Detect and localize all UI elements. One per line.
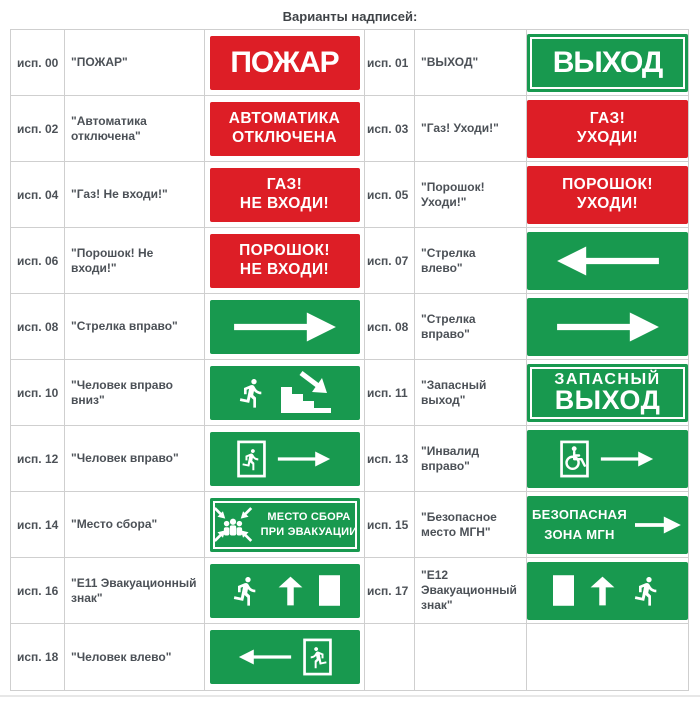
variant-label: "Инвалид вправо" — [421, 443, 480, 473]
variant-label: "ВЫХОД" — [421, 55, 479, 69]
variant-label: "Автоматика отключена" — [71, 113, 147, 143]
sign-cell — [205, 360, 365, 426]
variant-code: исп. 17 — [367, 583, 409, 598]
variant-label-cell — [415, 96, 527, 162]
sign-text: ОТКЛЮЧЕНА — [232, 128, 337, 146]
variant-label-cell — [415, 30, 527, 96]
sign-text: ПОЖАР — [230, 45, 339, 79]
variant-label-cell — [415, 492, 527, 558]
variant-code-cell — [11, 426, 65, 492]
variant-label: "Безопасное место МГН" — [421, 509, 497, 539]
variant-code-cell — [365, 492, 415, 558]
sign-man-right-down — [210, 366, 360, 420]
variant-code: исп. 07 — [367, 253, 409, 268]
sign-text: ЗАПАСНЫЙ — [554, 370, 661, 388]
sign-vyhod — [527, 34, 688, 92]
sign-text: ГАЗ! — [589, 110, 626, 128]
variant-code: исп. 06 — [17, 253, 59, 268]
sign-text: ВЫХОД — [554, 384, 661, 415]
variant-label-cell — [415, 228, 527, 294]
variant-label-cell — [415, 426, 527, 492]
variant-code: исп. 04 — [17, 187, 59, 202]
variant-code-cell — [11, 162, 65, 228]
sign-text: МЕСТО СБОРА — [267, 510, 351, 523]
sign-text: ПРИ ЭВАКУАЦИИ — [260, 525, 358, 538]
variant-code-cell — [365, 624, 415, 690]
variant-label: "Газ! Уходи!" — [421, 121, 499, 135]
sign-man-right — [210, 432, 360, 486]
variant-label: "Человек вправо" — [71, 451, 179, 465]
sign-bezopasnaya-zona-mgn — [527, 496, 688, 554]
sign-cell — [205, 30, 365, 96]
variant-label: "ПОЖАР" — [71, 55, 128, 69]
sign-mesto-sbora — [210, 498, 360, 552]
variant-label: "Стрелка влево" — [421, 245, 476, 275]
sign-cell — [205, 228, 365, 294]
door-running-man-icon — [237, 440, 266, 478]
variant-code-cell — [11, 30, 65, 96]
up-arrow-icon — [275, 575, 306, 607]
sign-zapasny-vyhod — [527, 364, 688, 422]
variant-code-cell — [365, 228, 415, 294]
variant-code: исп. 05 — [367, 187, 409, 202]
left-arrow-icon — [548, 241, 668, 281]
running-man-icon — [236, 377, 268, 409]
variant-label-cell — [65, 426, 205, 492]
sign-cell — [205, 162, 365, 228]
variant-code: исп. 11 — [367, 385, 408, 400]
variant-code-cell — [365, 294, 415, 360]
right-arrow-icon — [548, 307, 668, 347]
variant-code-cell — [11, 360, 65, 426]
variant-label: "Место сбора" — [71, 517, 158, 531]
sign-variants-table — [10, 29, 689, 691]
variant-label-cell — [65, 360, 205, 426]
wheelchair-icon — [560, 440, 589, 478]
sign-text: УХОДИ! — [576, 194, 639, 212]
door-icon — [553, 575, 574, 606]
sign-arrow-right — [210, 300, 360, 354]
sign-cell — [527, 96, 688, 162]
right-arrow-icon — [599, 440, 655, 478]
sign-text: НЕ ВХОДИ! — [239, 194, 330, 212]
variant-code: исп. 03 — [367, 121, 409, 136]
variant-label-cell — [415, 558, 527, 624]
sign-cell — [527, 492, 688, 558]
variant-label-cell — [65, 624, 205, 690]
sign-text: УХОДИ! — [576, 128, 639, 146]
right-arrow-icon — [635, 507, 683, 543]
sign-gaz-uhodi — [527, 100, 688, 158]
variant-label: "Е11 Эвакуационный знак" — [71, 575, 197, 605]
sign-text: ПОРОШОК! — [239, 242, 330, 260]
sign-gaz-ne-vhodi — [210, 168, 360, 222]
variant-label-cell — [65, 558, 205, 624]
variant-label: "Человек вправо вниз" — [71, 377, 173, 407]
variant-label: "Газ! Не входи!" — [71, 187, 168, 201]
sign-e12-evac — [527, 562, 688, 620]
variant-code-cell — [11, 558, 65, 624]
variant-code-cell — [11, 492, 65, 558]
sign-cell — [527, 360, 688, 426]
variant-label: "Человек влево" — [71, 649, 172, 664]
variant-code-cell — [11, 96, 65, 162]
variant-code: исп. 14 — [17, 517, 59, 532]
sign-text: БЕЗОПАСНАЯ — [531, 507, 627, 522]
sign-text: ГАЗ! — [266, 176, 303, 194]
variant-label-cell — [65, 96, 205, 162]
page-bottom-divider — [0, 695, 700, 697]
left-arrow-icon — [237, 638, 293, 676]
right-arrow-icon — [225, 307, 345, 347]
variant-label-cell — [415, 360, 527, 426]
assembly-point-icon — [212, 506, 254, 543]
variant-code-cell — [365, 30, 415, 96]
sign-arrow-right — [527, 298, 688, 356]
variant-code-cell — [365, 162, 415, 228]
variant-code: исп. 08 — [17, 319, 59, 334]
sign-cell — [205, 492, 365, 558]
variant-label: "Порошок! Не входи!" — [71, 245, 154, 275]
variant-code-cell — [11, 624, 65, 690]
sign-cell — [205, 558, 365, 624]
sign-text: ВЫХОД — [552, 45, 663, 79]
variant-code: исп. 00 — [17, 55, 59, 70]
variant-label: "Стрелка вправо" — [71, 319, 178, 333]
sign-cell — [205, 294, 365, 360]
variant-label-cell — [65, 30, 205, 96]
sign-cell — [527, 558, 688, 624]
variant-label-cell — [415, 162, 527, 228]
sign-text: ПОРОШОК! — [562, 176, 653, 194]
variant-code: исп. 16 — [17, 583, 59, 598]
sign-pozhar — [210, 36, 360, 90]
sign-cell — [205, 426, 365, 492]
right-arrow-icon — [276, 440, 332, 478]
sign-cell — [527, 294, 688, 360]
sign-cell — [527, 228, 688, 294]
sign-avtomatika-otklyuchena — [210, 102, 360, 156]
variant-label: "Запасный выход" — [421, 377, 487, 407]
sign-arrow-left — [527, 232, 688, 290]
variant-code-cell — [365, 426, 415, 492]
stairs-down-arrow-icon — [278, 371, 334, 415]
variant-code: исп. 12 — [17, 451, 59, 466]
variant-code: исп. 15 — [367, 517, 409, 532]
sign-cell — [527, 426, 688, 492]
running-man-icon — [631, 575, 663, 607]
sign-cell — [205, 624, 365, 690]
variant-label: "Е12 Эвакуационный знак" — [421, 568, 517, 612]
variant-label-cell — [65, 162, 205, 228]
variant-code: исп. 13 — [367, 451, 409, 466]
door-running-man-left-icon — [303, 638, 332, 676]
sign-cell — [205, 96, 365, 162]
variant-code-cell — [11, 294, 65, 360]
variant-code: исп. 02 — [17, 121, 59, 136]
sign-text: ЗОНА МГН — [544, 526, 615, 542]
variant-code-cell — [365, 558, 415, 624]
variant-label: "Стрелка вправо" — [421, 311, 476, 341]
variant-label-cell — [415, 624, 527, 690]
variant-code: исп. 01 — [367, 55, 409, 70]
variant-label-cell — [415, 294, 527, 360]
sign-poroshok-ne-vhodi — [210, 234, 360, 288]
sign-invalid-right — [527, 430, 688, 488]
page-title: Варианты надписей: — [282, 9, 418, 24]
sign-text: АВТОМАТИКА — [228, 110, 341, 128]
variant-code: исп. 08 — [367, 319, 409, 334]
variant-code-cell — [365, 360, 415, 426]
sign-cell — [527, 162, 688, 228]
variant-code: исп. 18 — [17, 650, 59, 664]
sign-text: НЕ ВХОДИ! — [239, 260, 330, 278]
variant-code-cell — [365, 96, 415, 162]
variant-code: исп. 10 — [17, 385, 59, 400]
up-arrow-icon — [587, 575, 618, 607]
variant-label-cell — [65, 228, 205, 294]
sign-poroshok-uhodi — [527, 166, 688, 224]
variant-label: "Порошок! Уходи!" — [421, 179, 485, 209]
variant-label-cell — [65, 492, 205, 558]
sign-cell — [527, 30, 688, 96]
sign-e11-evac — [210, 564, 360, 618]
sign-cell — [527, 624, 688, 690]
variant-label-cell — [65, 294, 205, 360]
door-icon — [319, 575, 340, 606]
variant-code-cell — [11, 228, 65, 294]
sign-man-left — [210, 630, 360, 684]
running-man-icon — [230, 575, 262, 607]
